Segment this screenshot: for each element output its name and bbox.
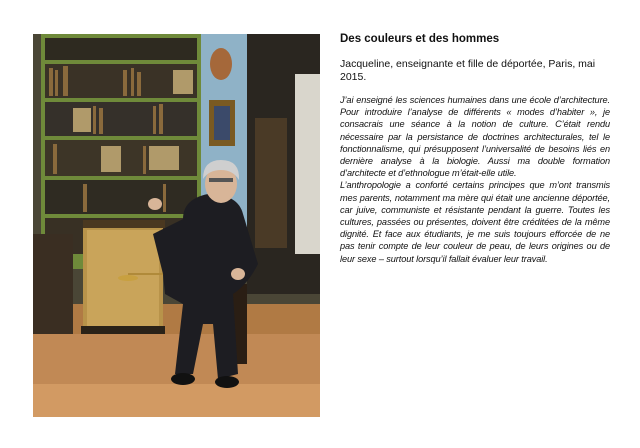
portrait-photo: [33, 34, 320, 417]
article-text: [340, 32, 610, 265]
article-title: Des couleurs et des hommes: [340, 33, 500, 45]
quote-paragraph: J’ai enseigné les sciences humaines dans une école d’architecture. Pour introduire l’analyse de différents « modes d’habiter », je consacrais une séance à la notion de culture. C’était rendu nécessaire par la persistance de doctrines architecturales, tel le fonctionnalisme, qui présupposent l’universalité de besoins liés en dernière analyse à la biologie. Aussi ma double formation d’architecte et d’ethnologue m’était-elle utile.: [340, 95, 610, 179]
article-subtitle: Jacqueline, enseignante et fille de déportée, Paris, mai 2015.: [340, 58, 596, 83]
quote-paragraph: L’anthropologie a conforté certains principes que m’ont transmis mes parents, notamment ma mère qui était une ancienne déportée, car juive, communiste et résistante pendant la guerre. Toutes les cultures, passées ou présentes, doivent être créditées de la même dignité. Et face aux étudiants, je me suis toujours efforcée de ne pas tenir compte de leur couleur de peau, de leurs origines ou de leur sexe – surtout lorsqu’il fallait évaluer leur travail.: [340, 180, 610, 264]
testimony-quote: [340, 94, 610, 265]
